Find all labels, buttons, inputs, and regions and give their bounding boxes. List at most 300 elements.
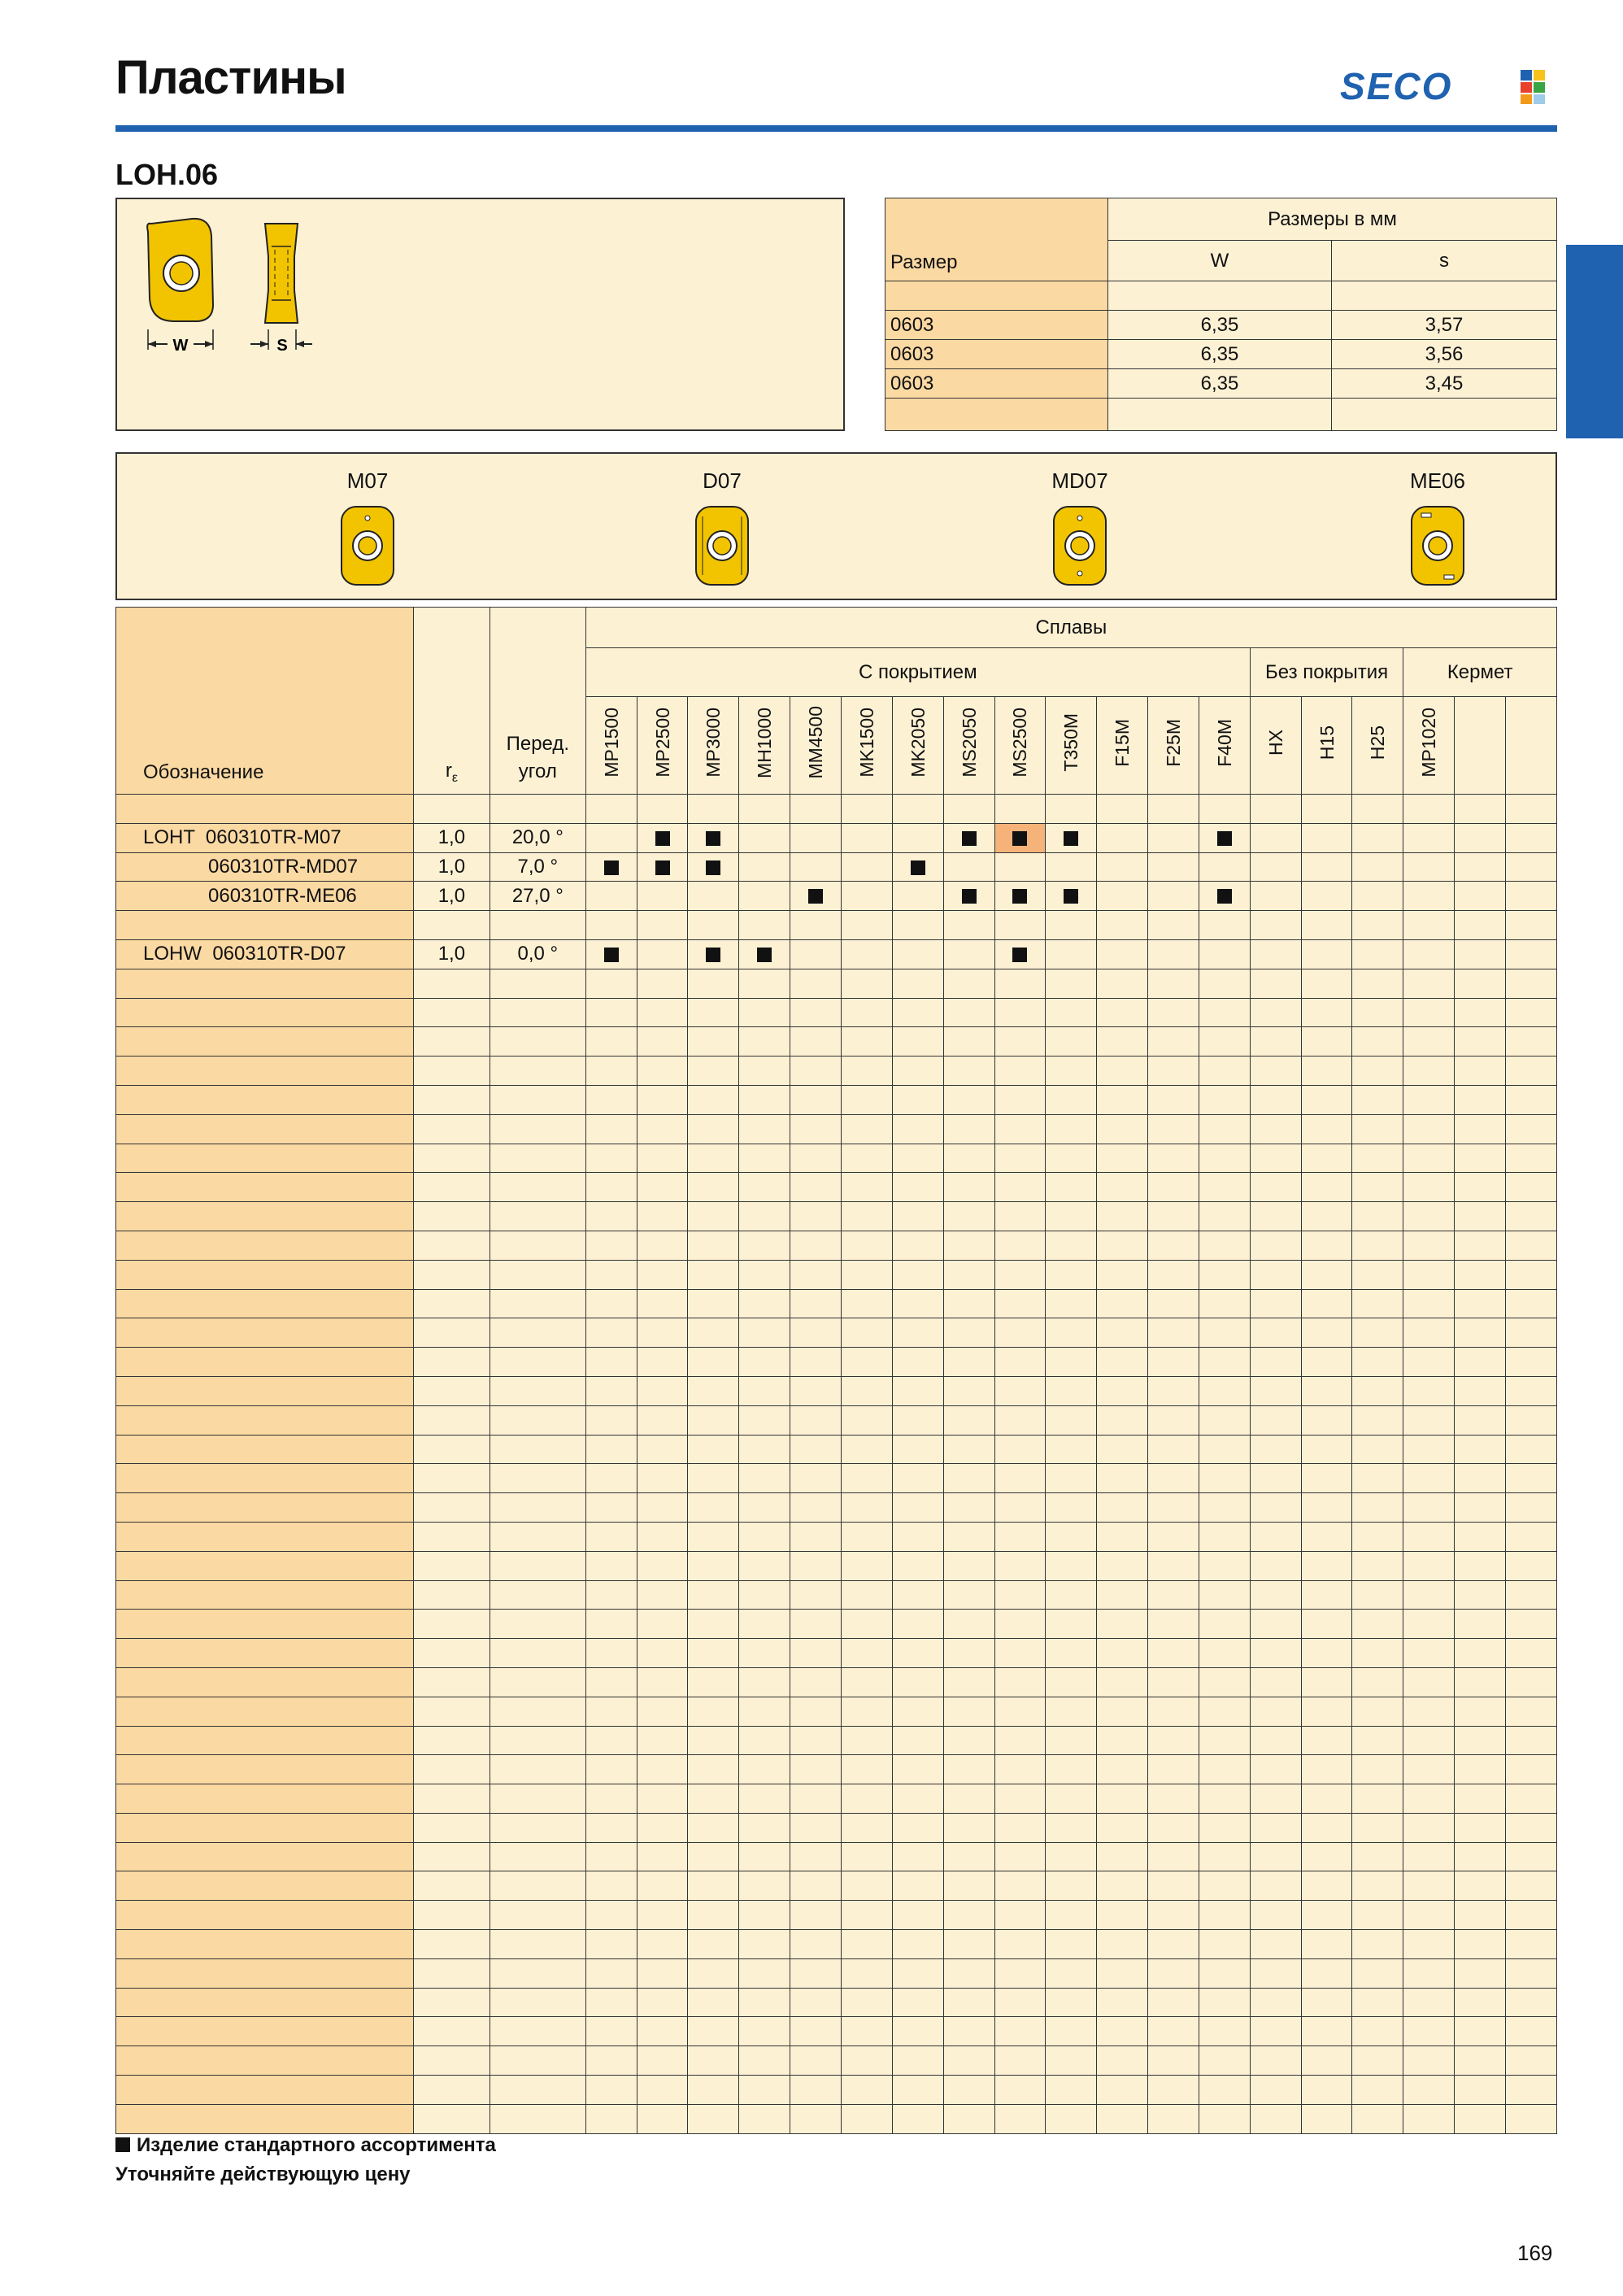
- radius-cell: [413, 1522, 490, 1551]
- grade-cell: [1403, 1755, 1455, 1784]
- grade-cell: [994, 1988, 1046, 2017]
- radius-cell: [413, 1988, 490, 2017]
- grade-cell: [585, 795, 637, 824]
- grade-cell: [994, 969, 1046, 998]
- grade-cell: [1097, 969, 1148, 998]
- grade-cell: [994, 2046, 1046, 2076]
- grade-cell: [790, 1551, 842, 1580]
- grade-cell: [1352, 1813, 1403, 1842]
- grade-cell: [1199, 1958, 1250, 1988]
- table-row: [116, 1580, 1557, 1610]
- grade-cell: [790, 1144, 842, 1173]
- angle-header: [490, 608, 585, 795]
- grade-cell: [1506, 1289, 1557, 1318]
- grade-cell: [739, 1405, 790, 1435]
- grade-cell: [892, 1376, 943, 1405]
- grade-cell: [688, 1639, 739, 1668]
- radius-cell: [413, 1348, 490, 1377]
- table-row: [116, 1842, 1557, 1871]
- grade-cell: [1097, 852, 1148, 882]
- grade-cell: [688, 795, 739, 824]
- grade-cell: [739, 1871, 790, 1901]
- grade-cell: [585, 1348, 637, 1377]
- grade-cell: [1455, 1580, 1506, 1610]
- grade-cell: [994, 2017, 1046, 2046]
- grade-cell: [1301, 1027, 1352, 1057]
- grade-cell: [943, 911, 994, 940]
- radius-cell: [413, 1464, 490, 1493]
- cermet-header: Кермет: [1403, 648, 1557, 697]
- grade-cell: [1301, 998, 1352, 1027]
- grade-cell: [739, 1464, 790, 1493]
- grade-cell: [739, 1813, 790, 1842]
- grade-cell: [994, 2076, 1046, 2105]
- grade-cell: [1046, 939, 1097, 969]
- grade-cell: [1352, 1027, 1403, 1057]
- grade-cell: [1199, 1580, 1250, 1610]
- grade-cell: [1097, 1289, 1148, 1318]
- grade-cell: [1097, 939, 1148, 969]
- grade-cell: [943, 1173, 994, 1202]
- grade-cell: [842, 1260, 893, 1289]
- grade-cell: [637, 1493, 688, 1523]
- grade-cell: [1046, 1639, 1097, 1668]
- grade-cell: [1506, 1551, 1557, 1580]
- grade-label: MS2050: [958, 708, 980, 778]
- table-row: [116, 1027, 1557, 1057]
- grade-label: HX: [1264, 730, 1286, 756]
- grade-cell: [1506, 2104, 1557, 2133]
- grade-cell: [1148, 1464, 1199, 1493]
- grade-cell: [1199, 969, 1250, 998]
- grade-cell: [892, 1318, 943, 1348]
- radius-cell: [413, 1667, 490, 1697]
- angle-cell: [490, 1289, 585, 1318]
- grade-cell: [994, 998, 1046, 1027]
- grade-cell: [739, 795, 790, 824]
- grade-cell: [637, 1784, 688, 1814]
- grade-cell: [1403, 882, 1455, 911]
- grade-cell: [892, 1114, 943, 1144]
- grade-cell: [1046, 1173, 1097, 1202]
- grade-cell: [1301, 1871, 1352, 1901]
- grade-cell: [892, 1667, 943, 1697]
- grade-cell: [994, 1667, 1046, 1697]
- angle-cell: 7,0 °: [490, 852, 585, 882]
- grade-cell: [1097, 1871, 1148, 1901]
- grade-cell: [892, 852, 943, 882]
- s-cell: 3,56: [1332, 340, 1557, 369]
- grade-header: [790, 697, 842, 795]
- grade-cell: [1301, 1376, 1352, 1405]
- angle-cell: [490, 1405, 585, 1435]
- grade-cell: [1455, 882, 1506, 911]
- grade-cell: [739, 1057, 790, 1086]
- grade-cell: [1148, 1289, 1199, 1318]
- grade-cell: [842, 1522, 893, 1551]
- grade-cell: [842, 1027, 893, 1057]
- grade-cell: [1403, 1610, 1455, 1639]
- grade-cell: [1301, 1610, 1352, 1639]
- grade-cell: [1097, 882, 1148, 911]
- grade-cell: [1403, 2017, 1455, 2046]
- angle-cell: [490, 1435, 585, 1464]
- grade-cell: [892, 1988, 943, 2017]
- grade-cell: [1148, 1144, 1199, 1173]
- grade-cell: [1455, 1202, 1506, 1231]
- grade-cell: [1352, 1057, 1403, 1086]
- grade-cell: [1403, 1667, 1455, 1697]
- grade-cell: [1097, 1639, 1148, 1668]
- grade-cell: [790, 1027, 842, 1057]
- grade-cell: [1352, 1405, 1403, 1435]
- table-row: [116, 2046, 1557, 2076]
- grade-cell: [892, 1784, 943, 1814]
- designation-cell: [116, 1348, 414, 1377]
- grade-cell: [1148, 998, 1199, 1027]
- radius-cell: [413, 1085, 490, 1114]
- grade-cell: [585, 1144, 637, 1173]
- grade-cell: [1403, 969, 1455, 998]
- grade-cell: [688, 998, 739, 1027]
- grade-cell: [1148, 1930, 1199, 1959]
- grade-cell: [1506, 911, 1557, 940]
- grade-cell: [1455, 1376, 1506, 1405]
- grade-cell: [688, 969, 739, 998]
- grade-cell: [790, 1057, 842, 1086]
- grade-cell: [739, 2046, 790, 2076]
- designation-cell: [116, 1842, 414, 1871]
- grade-cell: [1097, 1755, 1148, 1784]
- grade-cell: [1097, 1173, 1148, 1202]
- grade-label: MS2500: [1009, 708, 1031, 778]
- grade-cell: [994, 1871, 1046, 1901]
- grade-cell: [994, 1958, 1046, 1988]
- grade-cell: [842, 882, 893, 911]
- grade-cell: [842, 1813, 893, 1842]
- grade-cell: [1046, 1697, 1097, 1726]
- grade-cell: [892, 1522, 943, 1551]
- grade-cell: [1199, 1813, 1250, 1842]
- grade-cell: [892, 1901, 943, 1930]
- grade-cell: [842, 1144, 893, 1173]
- grade-label: MP1020: [1418, 708, 1440, 778]
- grade-cell: [688, 1144, 739, 1173]
- table-row: [116, 1085, 1557, 1114]
- grade-cell: [1301, 1901, 1352, 1930]
- grade-cell: [1352, 1930, 1403, 1959]
- grade-cell: [637, 1697, 688, 1726]
- grade-cell: [739, 823, 790, 852]
- designation-cell: [116, 2017, 414, 2046]
- grade-cell: [1301, 1726, 1352, 1755]
- grade-header: [1148, 697, 1199, 795]
- grade-cell: [637, 1580, 688, 1610]
- radius-cell: [413, 2017, 490, 2046]
- grade-header: [688, 697, 739, 795]
- radius-cell: [413, 1580, 490, 1610]
- standard-mark-icon: [604, 948, 619, 962]
- grade-cell: [1046, 1522, 1097, 1551]
- grade-cell: [1506, 1464, 1557, 1493]
- grade-cell: [1403, 1202, 1455, 1231]
- grade-cell: [790, 1784, 842, 1814]
- grade-cell: [994, 1114, 1046, 1144]
- grade-cell: [892, 795, 943, 824]
- grade-cell: [585, 1755, 637, 1784]
- grade-cell: [1148, 1697, 1199, 1726]
- grade-cell: [1455, 1988, 1506, 2017]
- grade-cell: [1250, 1813, 1301, 1842]
- seco-logo: [1340, 67, 1550, 106]
- grade-cell: [1046, 1784, 1097, 1814]
- grade-cell: [1199, 939, 1250, 969]
- grade-cell: [1506, 1784, 1557, 1814]
- grade-cell: [1148, 1057, 1199, 1086]
- grade-cell: [790, 1958, 842, 1988]
- grade-cell: [1403, 2046, 1455, 2076]
- grade-cell: [585, 1289, 637, 1318]
- grade-cell: [1403, 1639, 1455, 1668]
- grade-cell: [1097, 1260, 1148, 1289]
- grade-cell: [1403, 1405, 1455, 1435]
- grade-cell: [994, 1348, 1046, 1377]
- grade-cell: [943, 1813, 994, 1842]
- grade-cell: [790, 1435, 842, 1464]
- grade-cell: [739, 2017, 790, 2046]
- grade-cell: [1352, 1610, 1403, 1639]
- grade-cell: [1301, 1231, 1352, 1260]
- grade-cell: [842, 1871, 893, 1901]
- grade-cell: [943, 2046, 994, 2076]
- grade-cell: [943, 1202, 994, 1231]
- grade-cell: [1301, 795, 1352, 824]
- grade-cell: [1506, 1813, 1557, 1842]
- grade-cell: [892, 1231, 943, 1260]
- grade-cell: [1301, 1202, 1352, 1231]
- grade-cell: [1148, 2104, 1199, 2133]
- table-row: [116, 795, 1557, 824]
- grade-cell: [1301, 1435, 1352, 1464]
- grade-cell: [1199, 852, 1250, 882]
- grade-cell: [1352, 1114, 1403, 1144]
- grade-cell: [1199, 1173, 1250, 1202]
- grade-cell: [1148, 1435, 1199, 1464]
- grade-cell: [1250, 1085, 1301, 1114]
- grade-cell: [1097, 1580, 1148, 1610]
- angle-cell: [490, 1667, 585, 1697]
- designation-cell: LOHT 060310TR-M07: [116, 823, 414, 852]
- grade-cell: [994, 1260, 1046, 1289]
- grade-cell: [688, 1464, 739, 1493]
- table-row: [116, 1551, 1557, 1580]
- grade-cell: [739, 998, 790, 1027]
- grade-cell: [1455, 1231, 1506, 1260]
- grade-cell: [688, 911, 739, 940]
- page-title: Пластины: [115, 51, 346, 104]
- grade-cell: [842, 852, 893, 882]
- grade-cell: [1301, 1173, 1352, 1202]
- table-row: [116, 1667, 1557, 1697]
- grade-cell: [1403, 823, 1455, 852]
- grade-cell: [637, 1405, 688, 1435]
- grade-cell: [1506, 998, 1557, 1027]
- grade-label: F15M: [1112, 718, 1133, 767]
- section-tab: [1566, 245, 1623, 438]
- grade-cell: [1199, 1027, 1250, 1057]
- grade-cell: [585, 1318, 637, 1348]
- grade-cell: [1199, 1144, 1250, 1173]
- grade-cell: [1455, 1348, 1506, 1377]
- grade-cell: [1046, 1842, 1097, 1871]
- grade-cell: [585, 1551, 637, 1580]
- grade-header: [1403, 697, 1455, 795]
- designation-cell: LOHW 060310TR-D07: [116, 939, 414, 969]
- grade-cell: [1250, 1318, 1301, 1348]
- standard-mark-icon: [655, 860, 670, 875]
- grade-cell: [1250, 1348, 1301, 1377]
- angle-cell: [490, 969, 585, 998]
- geometry-label: ME06: [1410, 468, 1465, 493]
- grade-cell: [1097, 1231, 1148, 1260]
- angle-cell: [490, 1173, 585, 1202]
- grade-cell: [943, 1784, 994, 1814]
- grade-cell: [688, 1755, 739, 1784]
- grade-cell: [842, 1697, 893, 1726]
- designation-cell: [116, 969, 414, 998]
- grade-cell: [790, 1173, 842, 1202]
- grade-cell: [1199, 998, 1250, 1027]
- grade-cell: [739, 1260, 790, 1289]
- grade-cell: [585, 2046, 637, 2076]
- angle-cell: [490, 998, 585, 1027]
- grade-cell: [994, 823, 1046, 852]
- grade-cell: [994, 1930, 1046, 1959]
- radius-cell: [413, 1610, 490, 1639]
- grade-cell: [1455, 1027, 1506, 1057]
- grade-cell: [943, 1493, 994, 1523]
- grade-cell: [790, 998, 842, 1027]
- grade-cell: [994, 1901, 1046, 1930]
- grade-cell: [1046, 1318, 1097, 1348]
- table-row: [116, 823, 1557, 852]
- grade-cell: [790, 1085, 842, 1114]
- grade-cell: [1506, 1318, 1557, 1348]
- designation-cell: [116, 1958, 414, 1988]
- grade-cell: [1403, 1348, 1455, 1377]
- grade-cell: [1403, 1376, 1455, 1405]
- grade-cell: [1455, 1493, 1506, 1523]
- grade-header: [739, 697, 790, 795]
- grade-cell: [1148, 1522, 1199, 1551]
- grade-cell: [1301, 2076, 1352, 2105]
- grade-cell: [842, 1842, 893, 1871]
- grade-cell: [790, 1726, 842, 1755]
- coated-header: С покрытием: [585, 648, 1250, 697]
- grade-header: [1301, 697, 1352, 795]
- grade-cell: [790, 823, 842, 852]
- grade-cell: [892, 1551, 943, 1580]
- grade-cell: [892, 1027, 943, 1057]
- grade-cell: [1403, 1493, 1455, 1523]
- grade-cell: [1403, 1958, 1455, 1988]
- grade-cell: [637, 969, 688, 998]
- table-row: [116, 1057, 1557, 1086]
- grade-cell: [1097, 1726, 1148, 1755]
- grade-cell: [1506, 1260, 1557, 1289]
- table-row: [116, 1144, 1557, 1173]
- grade-cell: [637, 1376, 688, 1405]
- grade-label: MP3000: [703, 708, 724, 778]
- standard-mark-icon: [1217, 889, 1232, 904]
- grade-cell: [892, 911, 943, 940]
- designation-cell: [116, 2046, 414, 2076]
- grade-cell: [739, 911, 790, 940]
- grade-cell: [994, 1318, 1046, 1348]
- grade-cell: [637, 823, 688, 852]
- table-row: [116, 1231, 1557, 1260]
- grade-cell: [1097, 1085, 1148, 1114]
- grade-cell: [790, 2076, 842, 2105]
- radius-cell: [413, 1289, 490, 1318]
- grade-cell: [739, 2076, 790, 2105]
- grade-cell: [790, 1114, 842, 1144]
- grade-cell: [585, 911, 637, 940]
- grade-cell: [1046, 1114, 1097, 1144]
- grade-cell: [842, 969, 893, 998]
- grade-cell: [943, 882, 994, 911]
- grade-cell: [892, 1289, 943, 1318]
- grade-cell: [1352, 1144, 1403, 1173]
- grade-cell: [739, 1114, 790, 1144]
- table-row: [116, 1318, 1557, 1348]
- radius-cell: [413, 1784, 490, 1814]
- grade-cell: [637, 1813, 688, 1842]
- grade-cell: [637, 1348, 688, 1377]
- grade-cell: [688, 1784, 739, 1814]
- grade-cell: [1506, 1348, 1557, 1377]
- grade-cell: [1301, 2017, 1352, 2046]
- grade-cell: [1301, 2046, 1352, 2076]
- grade-cell: [1046, 1580, 1097, 1610]
- grade-cell: [688, 1726, 739, 1755]
- grade-cell: [637, 1027, 688, 1057]
- angle-cell: 0,0 °: [490, 939, 585, 969]
- grade-cell: [637, 1726, 688, 1755]
- grade-cell: [892, 1173, 943, 1202]
- grade-cell: [1199, 1493, 1250, 1523]
- grade-cell: [1352, 1260, 1403, 1289]
- grade-cell: [1046, 998, 1097, 1027]
- grade-cell: [994, 1173, 1046, 1202]
- grade-cell: [994, 939, 1046, 969]
- grade-cell: [994, 1522, 1046, 1551]
- table-row: [116, 1376, 1557, 1405]
- grade-cell: [739, 2104, 790, 2133]
- standard-square-icon: [115, 2137, 130, 2152]
- grade-cell: [1403, 852, 1455, 882]
- grade-cell: [1301, 1930, 1352, 1959]
- grade-cell: [1455, 852, 1506, 882]
- angle-cell: [490, 1901, 585, 1930]
- insert-drawing-panel: [115, 198, 845, 431]
- grade-cell: [1455, 1639, 1506, 1668]
- grade-cell: [688, 1435, 739, 1464]
- grade-cell: [1250, 1901, 1301, 1930]
- grade-cell: [943, 1610, 994, 1639]
- grade-cell: [1455, 1697, 1506, 1726]
- standard-mark-icon: [1012, 948, 1027, 962]
